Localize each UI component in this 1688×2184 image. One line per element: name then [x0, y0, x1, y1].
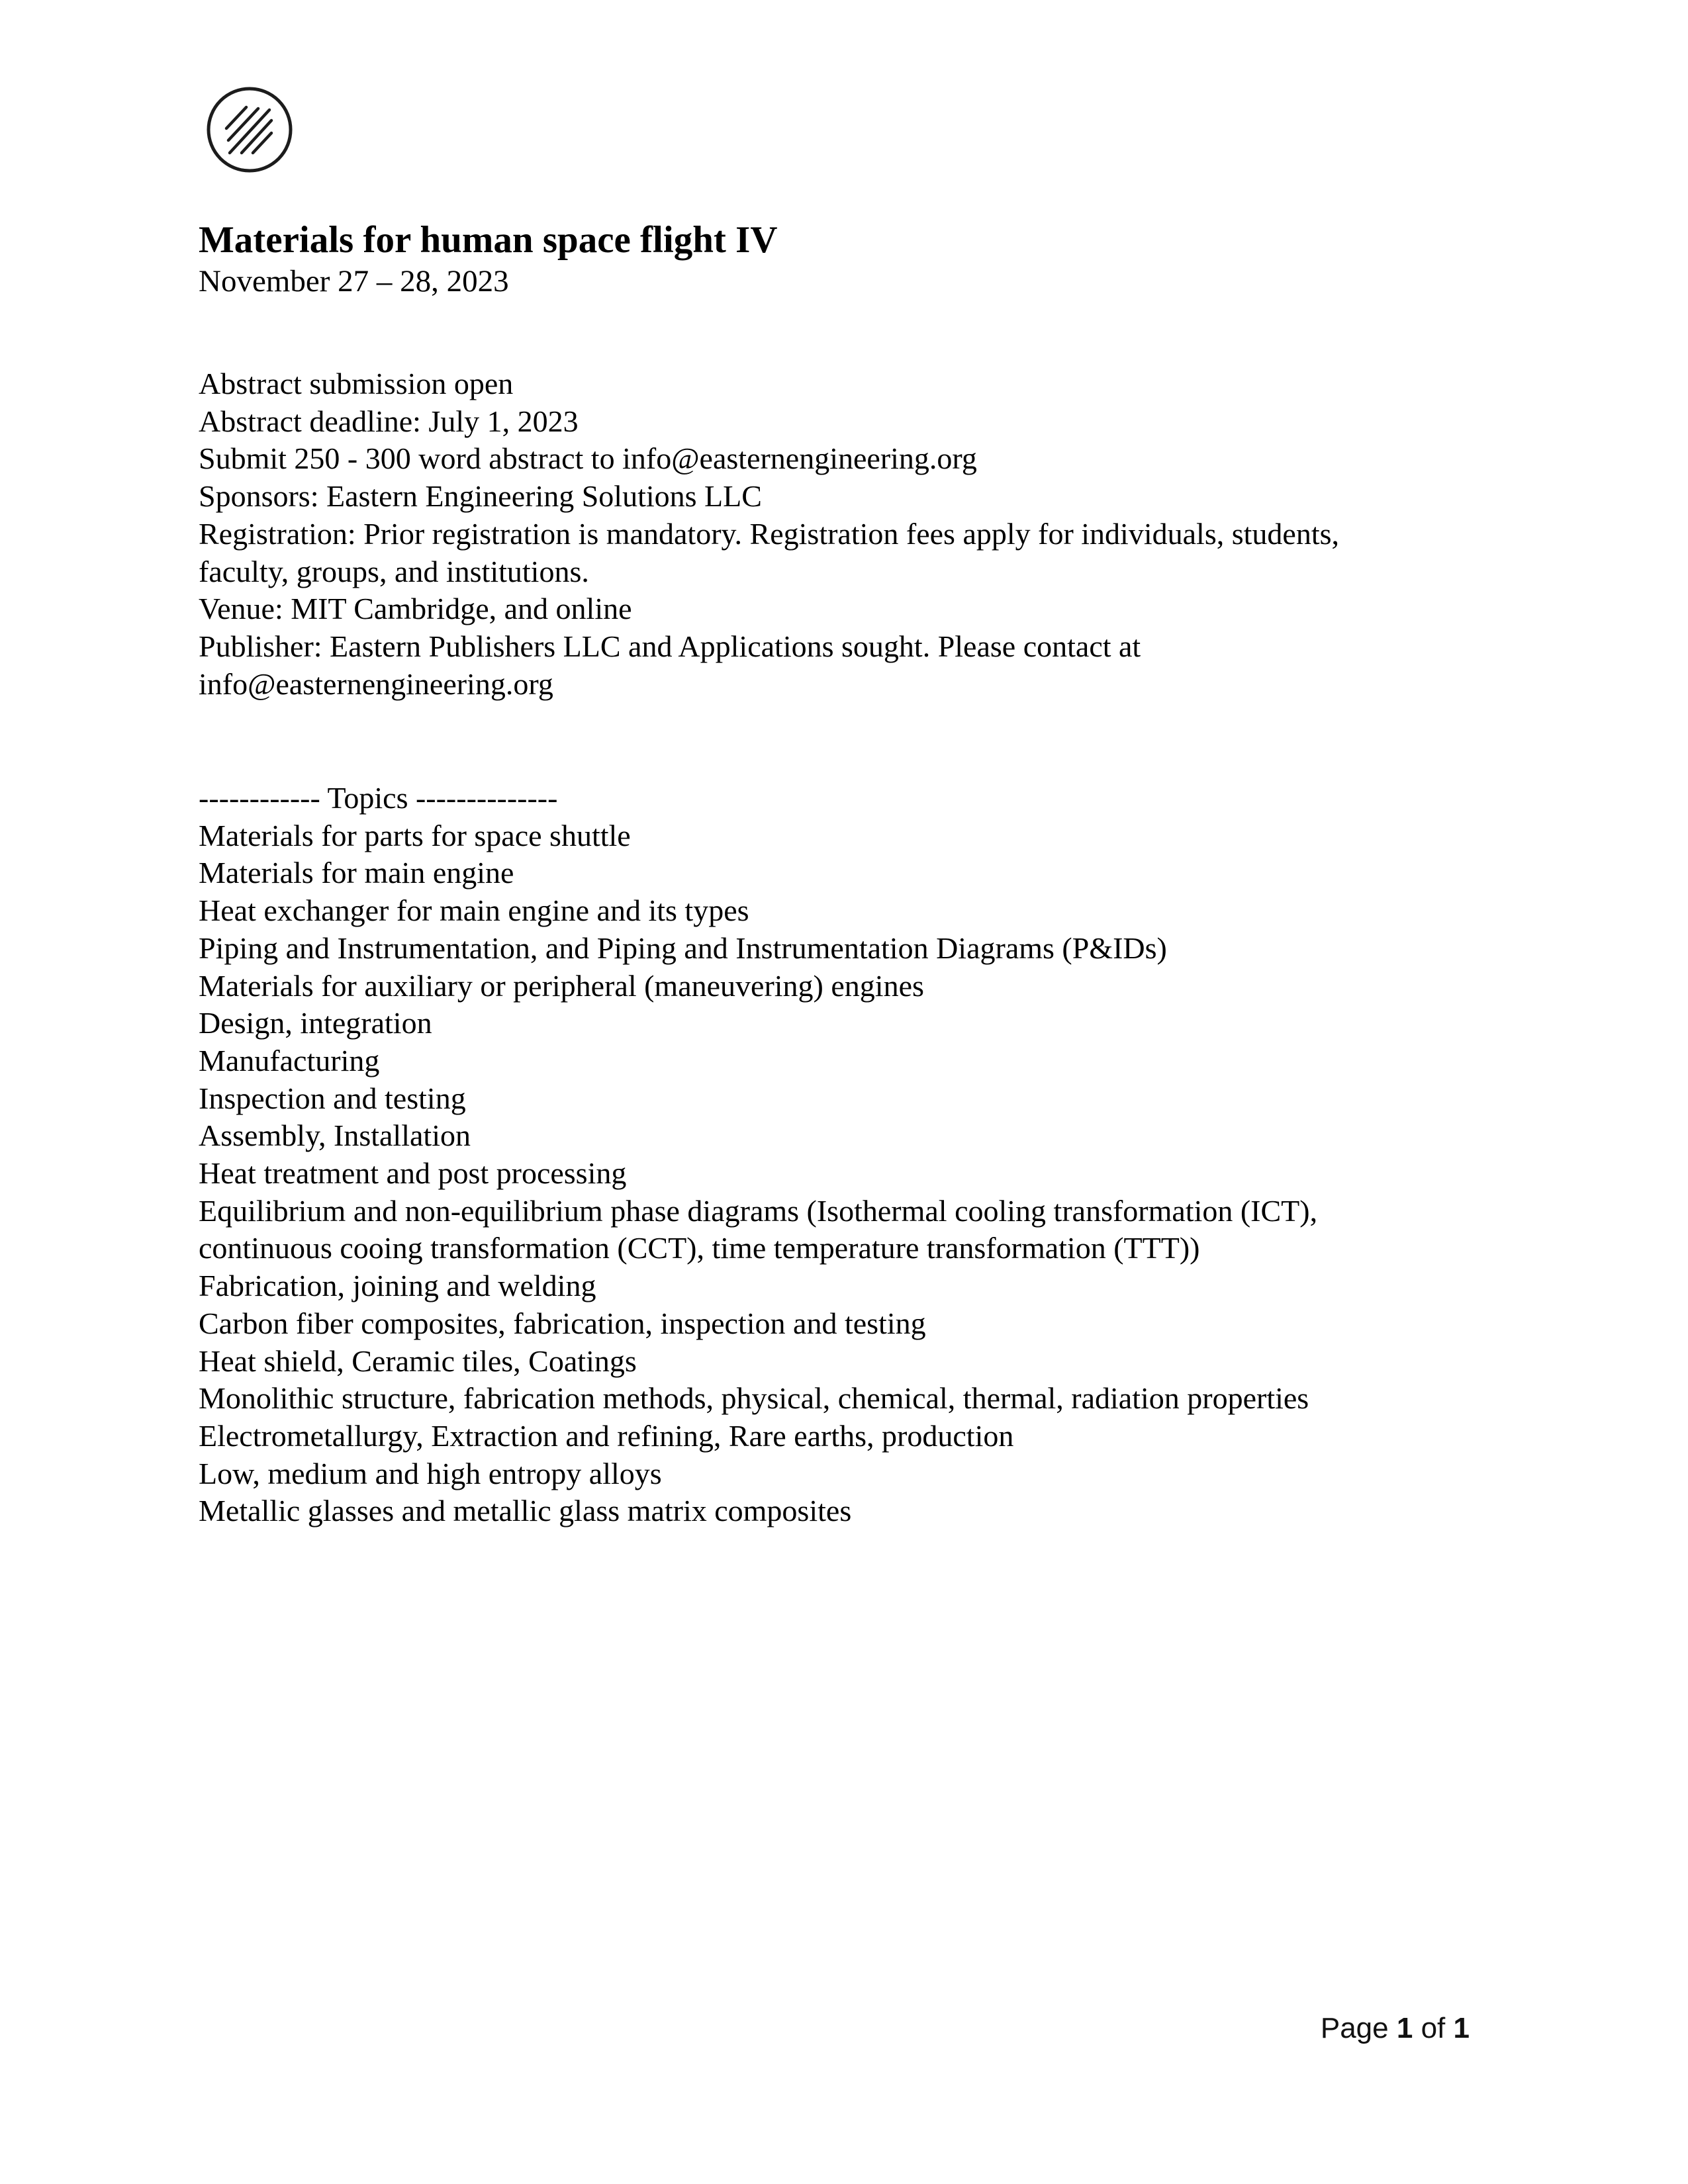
topic-line: Monolithic structure, fabrication methods, physical, chemical, thermal, radiation properties — [199, 1381, 1309, 1416]
topics-section — [199, 780, 1317, 1530]
topic-line: Equilibrium and non-equilibrium phase diagrams (Isothermal cooling transformation (ICT), — [199, 1193, 1318, 1228]
topic-line: Design, integration — [199, 1006, 432, 1040]
topic-line: Materials for auxiliary or peripheral (maneuvering) engines — [199, 968, 924, 1003]
detail-line: info@easternengineering.org — [199, 666, 553, 701]
detail-line: Registration: Prior registration is mandatory. Registration fees apply for individuals, students, — [199, 516, 1340, 551]
topic-line: Inspection and testing — [199, 1081, 466, 1115]
topic-line: Fabrication, joining and welding — [199, 1269, 596, 1303]
topic-line: Metallic glasses and metallic glass matrix composites — [199, 1494, 852, 1528]
topics-list — [199, 817, 1317, 1530]
detail-line: Venue: MIT Cambridge, and online — [199, 592, 632, 626]
footer-of-label: of — [1421, 2012, 1446, 2044]
page-footer — [199, 2012, 1470, 2045]
topic-line: Materials for main engine — [199, 856, 514, 890]
footer-page-number: 1 — [1396, 2012, 1413, 2044]
topic-line: Heat shield, Ceramic tiles, Coatings — [199, 1343, 637, 1378]
topics-heading: ------------ Topics -------------- — [199, 781, 558, 815]
detail-line: Publisher: Eastern Publishers LLC and Applications sought. Please contact at — [199, 629, 1141, 663]
topic-line: continuous cooing transformation (CCT), time temperature transformation (TTT)) — [199, 1231, 1200, 1265]
document-title: Materials for human space flight IV — [199, 219, 778, 261]
detail-line: Sponsors: Eastern Engineering Solutions LLC — [199, 479, 762, 514]
topic-line: Piping and Instrumentation, and Piping and Instrumentation Diagrams (P&IDs) — [199, 931, 1167, 965]
topic-line: Heat treatment and post processing — [199, 1156, 627, 1191]
footer-page-label: Page — [1320, 2012, 1389, 2044]
topic-line: Assembly, Installation — [199, 1118, 471, 1153]
detail-line: Abstract submission open — [199, 367, 514, 400]
footer-total-pages: 1 — [1453, 2012, 1470, 2044]
topic-line: Heat exchanger for main engine and its types — [199, 893, 749, 928]
detail-line: Submit 250 - 300 word abstract to info@easternengineering.org — [199, 441, 977, 476]
topic-line: Carbon fiber composites, fabrication, inspection and testing — [199, 1306, 926, 1340]
hatched-circle-logo-icon — [206, 86, 293, 173]
detail-line: faculty, groups, and institutions. — [199, 554, 589, 588]
details-section — [199, 365, 1339, 703]
detail-line: Abstract deadline: July 1, 2023 — [199, 404, 579, 438]
topic-line: Electrometallurgy, Extraction and refining, Rare earths, production — [199, 1418, 1014, 1453]
event-dates: November 27 – 28, 2023 — [199, 264, 509, 298]
topic-line: Manufacturing — [199, 1043, 380, 1077]
topic-line: Materials for parts for space shuttle — [199, 818, 631, 852]
topic-line: Low, medium and high entropy alloys — [199, 1456, 662, 1490]
